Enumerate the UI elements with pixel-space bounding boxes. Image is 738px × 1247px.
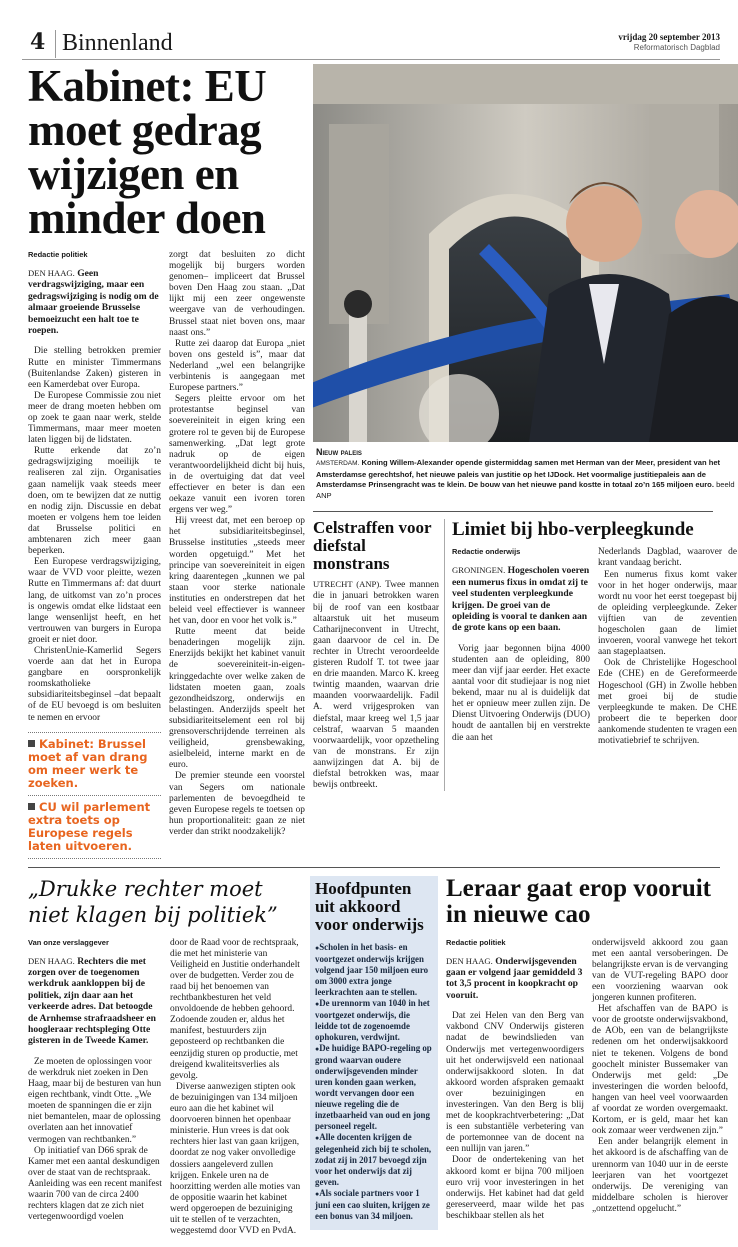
rechter-col1 — [28, 938, 162, 1224]
paragraph: Nederlands Dagblad, waarover de krant vandaag bericht. — [598, 547, 737, 569]
caption-dateline: AMSTERDAM. — [316, 460, 360, 467]
body-text: Twee mannen die in januari betrokken waren bij de roof van een kostbaar altaarstuk uit het museum Catharijneconvent in Utrecht, gaan daarvoor de cel in. De rechter in Utrecht veroordeelde gisteren Rudolf T. tot twee jaar en drie maanden. Marco K. kreeg twintig maanden, waarvan drie maanden voorwaardelijk. Fadil A. werd vrijgesproken van diefstal, maar kreeg wel 1,5 jaar celstraf, waarvan 5 maanden voorwaardelijk, voor opzetheling van de monstrans. Er zijn aanwijzingen dat A. bij de diefstal betrokken was, maar bewijs ontbreekt. — [313, 580, 439, 791]
paragraph: Hij vreest dat, met een beroep op het subsidiariteitsbeginsel, Brusselse instituties „steeds meer worden opgetuigd.” Met het principe van soevereiniteit in eigen kring daarentegen „kunnen we pal staan voor sterke nationale instituties en onderstrepen dat het beleid veel effectiever is wanneer het van, door en voor het volk is.” — [169, 516, 305, 627]
paper-name: Reformatorisch Dagblad — [633, 43, 720, 52]
paragraphs — [446, 1011, 584, 1222]
page-bottom-spacer — [0, 1237, 738, 1247]
main-article — [28, 61, 305, 859]
lede-text: Rechters die met zorgen over de toegenomen werkdruk aankloppen bij de politiek, zijn daar aan het verkeerde adres. Dat betoogde de Arnhemse strafraadsheer en hoogleraar rechtspleging Otte gisteren in de Tweede Kamer. — [28, 955, 156, 1047]
paragraphs — [169, 250, 305, 838]
paragraph: De Europese Commissie zou niet meer de drang moeten hebben om op zoek te gaan naar werk, stelde Timmermans, maar meer moeten laten liggen bij de lidstaten. — [28, 390, 161, 446]
paragraph: Rutte erkende dat zo’n gedragswijziging moeilijk te realiseren zal zijn. Organisaties gaan namelijk vaak steeds meer doen, om te bewijzen dat ze nuttig en nodig zijn. Discussie en debat moeten er volgens hem toe leiden dat Brusselse politici en ambtenaren zich meer gaan beperken. — [28, 446, 161, 557]
paragraph: Op initiatief van D66 sprak de Kamer met een aantal deskundigen over de staat van de rechtspraak. Aanleiding was een recent manifest waarin 700 van de circa 2400 rechters klagen dat ze zich niet vertegenwoordigd voelen — [28, 1145, 162, 1223]
lede — [28, 956, 162, 1047]
key-point: ● Scholen in het basis- en voortgezet onderwijs krijgen volgend jaar 150 miljoen euro om 3000 extra jonge leerkrachten aan te stellen. — [315, 942, 433, 998]
highlight-item — [28, 733, 161, 796]
issue-info — [618, 32, 720, 53]
byline: Redactie politiek — [446, 937, 506, 947]
paragraph: zorgt dat besluiten zo dicht mogelijk bij burgers worden genomen– impliceert dat Brussel boven Den Haag zou staan. „Dat lijkt mij een zeer ongewenste weergave van de verhoudingen. Brussel staat niet boven ons, maar naast ons.” — [169, 250, 305, 338]
paragraphs — [28, 346, 161, 723]
limiet-columns — [452, 547, 737, 747]
rechter-article — [28, 876, 304, 1238]
lede — [452, 565, 590, 633]
limiet-col2 — [598, 547, 737, 747]
key-points-box — [310, 876, 438, 1230]
rechter-columns — [28, 938, 304, 1238]
rechter-headline: „Drukke rechter moet niet klagen bij politiek” — [28, 876, 278, 927]
leraar-col1 — [446, 938, 584, 1222]
square-bullet-icon — [28, 740, 35, 747]
paragraph: Een numerus fixus komt vaker voor in het hoger onderwijs, maar wordt nu voor het eerst toegepast bij de opleiding verpleegkunde. Zeker vijftien van de zeventien hogescholen gaan de limiet invoeren, vooral vanwege het tekort aan stageplaatsen. — [598, 569, 737, 658]
highlight-item — [28, 796, 161, 859]
photo-caption — [313, 442, 738, 511]
paragraph: Rutte zei daarop dat Europa „niet boven ons gesteld is”, maar dat Nederland „wel een belangrijke verbintenis is aangegaan met Europese partners.” — [169, 338, 305, 394]
key-point: ● De urennorm van 1040 in het voortgezet onderwijs, die leidde tot de zogenoemde ophokuren, verdwijnt. — [315, 998, 433, 1043]
byline: Van onze verslaggever — [28, 937, 109, 947]
paragraph: Ze moeten de oplossingen voor de werkdruk niet zoeken in Den Haag, maar bij de besturen van hun eigen rechtbank, vindt Otte. „We moeten de spanningen die er zijn niet bemantelen, maar de oplossing overlaten aan het innovatief vermogen van rechtbanken.” — [28, 1056, 162, 1145]
key-point: ● Alle docenten krijgen de gelegenheid zich bij te scholen, zodat zij in 2017 bevoegd zijn voor het onderwijs dat zij geven. — [315, 1132, 433, 1188]
paragraphs — [28, 1057, 162, 1223]
divider — [313, 511, 713, 512]
main-article-col2 — [169, 250, 305, 838]
paragraph: ChristenUnie-Kamerlid Segers voerde aan dat het in Europa gangbare en oorspronkelijk roomskatholieke subsidiariteitsbeginsel –dat bepaalt of de EU bevoegd is om besluiten te nemen en ervoor — [28, 645, 161, 723]
paragraphs — [598, 547, 737, 747]
dateline: GRONINGEN. — [452, 565, 506, 576]
highlight-text: CU wil parlement extra toets op Europese regels laten uitvoeren. — [28, 799, 151, 853]
paragraph: Een ander belangrijk element in het akkoord is de afschaffing van de urennorm van 1040 uur in de eerste leerjaren van het voortgezet onderwijs. De vereniging van middelbare scholen is hierover „ontzettend opgelucht.” — [592, 1137, 728, 1214]
main-article-col1 — [28, 250, 161, 859]
rechter-col2 — [170, 938, 304, 1238]
page-header — [22, 0, 720, 60]
lede-text: Geen verdragswijziging, maar een gedragswijziging is nodig om de almaar groeiende Brusselse bemoeizucht een halt toe te roepen. — [28, 268, 159, 337]
dateline: DEN HAAG. — [28, 268, 75, 278]
paragraph — [313, 579, 439, 791]
celstraffen-body — [313, 579, 439, 791]
main-article-columns — [28, 250, 305, 859]
caption-title: Nieuw paleis — [316, 447, 362, 457]
leraar-columns — [446, 938, 728, 1222]
paragraphs — [170, 938, 304, 1238]
paragraph: De premier steunde een voorstel van Segers om nationale parlementen de bevoegdheid te geven Europese regels te toetsen op hun proportionaliteit: gaan ze niet verder dan strikt noodzakelijk? — [169, 771, 305, 837]
right-column — [313, 64, 738, 791]
square-bullet-icon — [28, 803, 35, 810]
section-title: Binnenland — [62, 30, 173, 56]
byline: Redactie onderwijs — [452, 547, 521, 557]
dateline: DEN HAAG. — [28, 955, 75, 966]
key-points-title: Hoofdpunten uit akkoord voor onderwijs — [315, 878, 424, 934]
lede — [446, 956, 584, 1002]
paragraph: onderwijsveld akkoord zou gaan met een aantal versoberingen. De belangrijkste ervan is de vervanging van de VUT-regeling BAPO door een voorziening waarvan ook jongeren kunnen profiteren. — [592, 937, 728, 1004]
bottom-section — [0, 876, 738, 1238]
divider — [28, 867, 720, 868]
paragraph: Diverse aanwezigen stipten ook de bezuinigingen van 134 miljoen euro aan die het kabinet wil doorvoeren binnen het openbaar ministerie. Hun vrees is dat ook rechters hier last van gaan krijgen, doordat ze nog vaker onvolledige dossiers aangeleverd zullen krijgen. Enkele uren na de hoorzitting werden alle moties van de oppositie waarin het kabinet werd opgeroepen de bezuiniging uit te stellen of te verzachten, weggestemd door VVD en PvdA. — [170, 1081, 301, 1237]
celstraffen-headline: Celstraffen voor diefstal monstrans — [313, 518, 432, 574]
paragraph: Ook de Christelijke Hogeschool Ede (CHE) en de Gereformeerde Hogeschool (GH) in Zwolle hebben met groei bij de studie verpleegkunde te maken. De CHE probeert die te beperken door aankomende studenten te vragen een motivatiebrief te schrijven. — [598, 658, 737, 746]
dateline: DEN HAAG. — [446, 955, 493, 966]
paragraphs — [452, 644, 590, 744]
lede-text: Onderwijsgevenden gaan er volgend jaar gemiddeld 3 tot 3,5 procent in koopkracht op vooruit. — [446, 955, 583, 1001]
issue-date: vrijdag 20 september 2013 — [618, 32, 720, 42]
photo-credit: beeld ANP — [316, 480, 735, 500]
byline: Redactie politiek — [28, 250, 88, 259]
paragraph: Vorig jaar begonnen bijna 4000 studenten aan de opleiding, 800 meer dan vijf jaar eerder. Het exacte aantal voor dit studiejaar is nog niet bekend, maar nu al is duidelijk dat het er opnieuw meer zullen zijn. De Dienst Uitvoering Onderwijs (DUO) houdt de aantallen bij en verstrekte die aan het — [452, 643, 590, 743]
leraar-article — [446, 876, 728, 1222]
short-news-row — [313, 519, 738, 791]
paragraph: Die stelling betrokken premier Rutte en minister Timmermans (Buitenlandse Zaken) gisteren in een Kamerdebat over Europa. — [28, 346, 161, 390]
highlight-text: Kabinet: Brussel moet af van drang om meer werk te zoeken. — [28, 736, 148, 790]
paragraph: Dat zei Helen van den Berg van vakbond CNV Onderwijs gisteren nadat de bewindslieden van Onderwijs met vertegenwoordigers uit het onderwijsveld een nationaal onderwijsakkoord sloten. In dat akkoord worden afspraken gemaakt over bezuinigingen en investeringen. Van den Berg is blij met de koopkrachtverbetering: „Dat is een substantiële verbetering van de portemonnee van de docent na een nullijn van jaren.” — [446, 1011, 584, 1155]
paragraph: Een Europese verdragswijziging, waar de VVD voor pleitte, wezen Rutte en Timmermans af: dat duurt lang, de uitkomst van zo’n proces is ongewis omdat elke lidstaat een lange wensenlijst heeft, en het vertrouwen van burgers in Europa groeit er niet door. — [28, 557, 161, 645]
top-section — [0, 61, 738, 859]
paragraph: Door de ondertekening van het akkoord komt er bijna 700 miljoen euro vrij voor investeringen in het onderwijs. Het kabinet had dat geld gereserveerd, maar wilde het pas beschikbaar stellen als het — [446, 1155, 584, 1221]
lede-text: Hogescholen voeren een numerus fixus in omdat zij te veel studenten verpleegkunde krijgen. De groei van de opleiding is vooral te danken aan de grote kans op een baan. — [452, 565, 590, 634]
leraar-col2 — [592, 938, 728, 1215]
caption-text: Koning Willem-Alexander opende gistermiddag samen met Herman van der Meer, president van het Amsterdamse gerechtshof, het nieuwe paleis van justitie op het IJDock. Het voormalige justitiepaleis aan de Amsterdamse Prinsengracht was te klein. De bouw van het nieuwe pand kostte in totaal zo’n 165 miljoen euro. — [316, 458, 721, 490]
paragraph: Rutte meent dat beide benaderingen mogelijk zijn. Enerzijds bekijkt het kabinet vanuit de soevereiniteit-in-eigen-kringgedachte over welke zaken de lidstaten moeten gaan, zoals gezondheidszorg, onderwijs en belastingen. Anderzijds speelt het subsidiariteitselement een rol bij grensoverschrijdende terreinen als veiligheid, grensbewaking, asielbeleid, interne markt en de euro. — [169, 627, 305, 771]
lede — [28, 268, 161, 336]
limiet-col1 — [452, 547, 590, 743]
key-point: ● Als sociale partners voor 1 juni een cao sluiten, krijgen ze een bonus van 34 miljoen. — [315, 1188, 433, 1222]
paragraphs — [592, 938, 728, 1215]
limiet-article — [452, 519, 737, 747]
dateline: UTRECHT (ANP). — [313, 579, 382, 590]
paragraph: door de Raad voor de rechtspraak, die met het ministerie van Veiligheid en Justitie onderhandelt over de budgetten. Verder zou de raad bij het benoemen van rechtbankbesturen het veld onvoldoende de hebben gehoord. Zodoende zouden er, aldus het manifest, bestuurders zijn geposteerd op rechtbanken die eenzijdig sturen op productie, met dreigend kwaliteitsverlies als gevolg. — [170, 937, 300, 1081]
page-number: 4 — [30, 29, 46, 55]
key-point: ● De huidige BAPO-regeling op grond waarvan oudere onderwijsgevenden minder uren konden gaan werken, wordt vervangen door een nieuwe regeling die de inzetbaarheid van oud en jong personeel regelt. — [315, 1043, 433, 1132]
highlights — [28, 732, 161, 859]
paragraph: Segers pleitte ervoor om het protestantse beginsel van soevereiniteit in eigen kring een grotere rol te geven bij de Europese samenwerking. „Dat legt grote nadruk op de eigen verantwoordelijkheid dicht bij huis, in de overtuiging dat dat veel effectiever en beter is dan een oekaze vanuit een ivoren toren ergens ver weg.” — [169, 394, 305, 516]
leraar-headline: Leraar gaat erop vooruit in nieuwe cao — [446, 874, 712, 928]
news-photo — [313, 64, 738, 442]
limiet-headline: Limiet bij hbo-verpleegkunde — [452, 519, 694, 541]
paragraph: Het afschaffen van de BAPO is voor de grootste onderwijsvakbond, de AOb, een van de belangrijkste redenen om het onderwijsakkoord niet te tekenen. Volgens de bond goochelt minister Bussemaker van Onderwijs met geld: „De investeringen die worden beloofd, hangen van heel veel voorwaarden af voordat ze worden overgemaakt. Kortom, er is geld, maar het kan ook zomaar weer verdwenen zijn.” — [592, 1004, 728, 1137]
main-headline: Kabinet: EU moet gedrag wijzigen en minder doen — [28, 61, 267, 243]
divider — [55, 30, 56, 58]
celstraffen-article — [313, 519, 445, 791]
